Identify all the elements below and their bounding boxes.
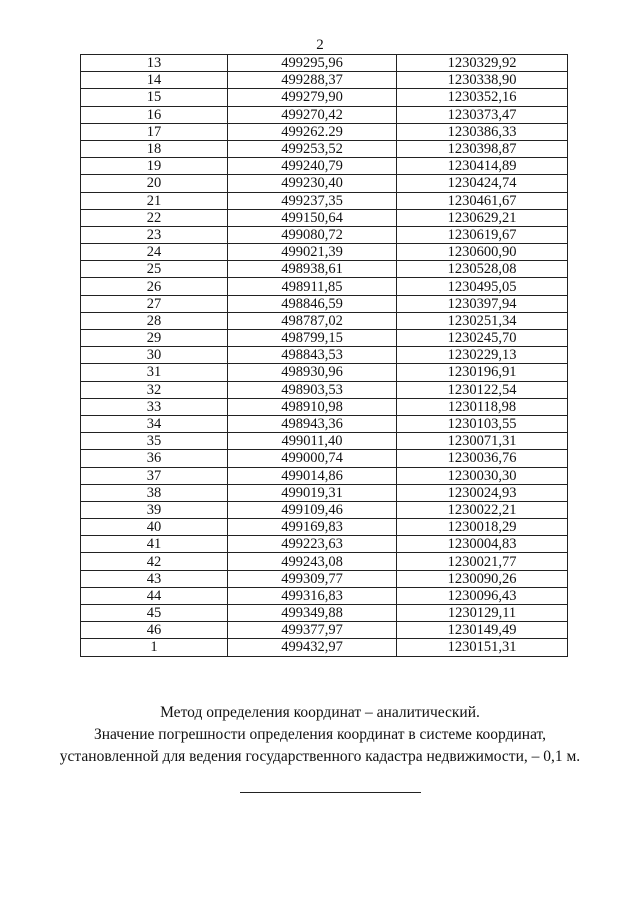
point-number-cell: 22 (81, 209, 228, 226)
y-coordinate-cell: 1230122,54 (397, 381, 568, 398)
point-number-cell: 19 (81, 158, 228, 175)
y-coordinate-cell: 1230022,21 (397, 501, 568, 518)
x-coordinate-cell: 498846,59 (228, 295, 397, 312)
x-coordinate-cell: 499432,97 (228, 639, 397, 656)
point-number-cell: 25 (81, 261, 228, 278)
x-coordinate-cell: 499279,90 (228, 89, 397, 106)
table-row (81, 415, 568, 432)
y-coordinate-cell: 1230103,55 (397, 415, 568, 432)
y-coordinate-cell: 1230251,34 (397, 312, 568, 329)
table-row (81, 536, 568, 553)
table-row (81, 519, 568, 536)
x-coordinate-cell: 499240,79 (228, 158, 397, 175)
table-row (81, 467, 568, 484)
x-coordinate-cell: 499253,52 (228, 140, 397, 157)
accuracy-statement-line2: установленной для ведения государственного кадастра недвижимости, – 0,1 м. (59, 748, 581, 765)
x-coordinate-cell: 499243,08 (228, 553, 397, 570)
point-number-cell: 17 (81, 123, 228, 140)
table-row (81, 192, 568, 209)
point-number-cell: 36 (81, 450, 228, 467)
x-coordinate-cell: 499021,39 (228, 244, 397, 261)
table-row (81, 450, 568, 467)
table-row (81, 501, 568, 518)
x-coordinate-cell: 499223,63 (228, 536, 397, 553)
table-row (81, 587, 568, 604)
table-row (81, 209, 568, 226)
y-coordinate-cell: 1230018,29 (397, 519, 568, 536)
x-coordinate-cell: 498903,53 (228, 381, 397, 398)
table-row (81, 312, 568, 329)
point-number-cell: 45 (81, 605, 228, 622)
footer-notes (0, 702, 640, 768)
table-row (81, 140, 568, 157)
point-number-cell: 23 (81, 226, 228, 243)
point-number-cell: 20 (81, 175, 228, 192)
x-coordinate-cell: 499080,72 (228, 226, 397, 243)
y-coordinate-cell: 1230629,21 (397, 209, 568, 226)
point-number-cell: 33 (81, 398, 228, 415)
x-coordinate-cell: 499011,40 (228, 433, 397, 450)
table-row (81, 226, 568, 243)
y-coordinate-cell: 1230196,91 (397, 364, 568, 381)
table-row (81, 158, 568, 175)
y-coordinate-cell: 1230619,67 (397, 226, 568, 243)
point-number-cell: 26 (81, 278, 228, 295)
point-number-cell: 27 (81, 295, 228, 312)
y-coordinate-cell: 1230245,70 (397, 330, 568, 347)
y-coordinate-cell: 1230071,31 (397, 433, 568, 450)
point-number-cell: 15 (81, 89, 228, 106)
y-coordinate-cell: 1230329,92 (397, 55, 568, 72)
point-number-cell: 39 (81, 501, 228, 518)
x-coordinate-cell: 498799,15 (228, 330, 397, 347)
x-coordinate-cell: 498787,02 (228, 312, 397, 329)
x-coordinate-cell: 499237,35 (228, 192, 397, 209)
table-row (81, 330, 568, 347)
x-coordinate-cell: 498938,61 (228, 261, 397, 278)
y-coordinate-cell: 1230030,30 (397, 467, 568, 484)
x-coordinate-cell: 499000,74 (228, 450, 397, 467)
table-row (81, 175, 568, 192)
point-number-cell: 42 (81, 553, 228, 570)
point-number-cell: 44 (81, 587, 228, 604)
x-coordinate-cell: 499349,88 (228, 605, 397, 622)
point-number-cell: 28 (81, 312, 228, 329)
y-coordinate-cell: 1230024,93 (397, 484, 568, 501)
x-coordinate-cell: 499295,96 (228, 55, 397, 72)
y-coordinate-cell: 1230398,87 (397, 140, 568, 157)
point-number-cell: 29 (81, 330, 228, 347)
x-coordinate-cell: 498911,85 (228, 278, 397, 295)
point-number-cell: 30 (81, 347, 228, 364)
signature-line (240, 792, 421, 793)
table-row (81, 622, 568, 639)
point-number-cell: 38 (81, 484, 228, 501)
x-coordinate-cell: 499150,64 (228, 209, 397, 226)
y-coordinate-cell: 1230373,47 (397, 106, 568, 123)
x-coordinate-cell: 499262.29 (228, 123, 397, 140)
x-coordinate-cell: 499309,77 (228, 570, 397, 587)
y-coordinate-cell: 1230129,11 (397, 605, 568, 622)
point-number-cell: 16 (81, 106, 228, 123)
y-coordinate-cell: 1230021,77 (397, 553, 568, 570)
method-statement: Метод определения координат – аналитический. (160, 704, 480, 721)
coordinates-table (80, 54, 568, 657)
y-coordinate-cell: 1230495,05 (397, 278, 568, 295)
y-coordinate-cell: 1230600,90 (397, 244, 568, 261)
y-coordinate-cell: 1230149,49 (397, 622, 568, 639)
x-coordinate-cell: 499109,46 (228, 501, 397, 518)
table-row (81, 89, 568, 106)
point-number-cell: 35 (81, 433, 228, 450)
point-number-cell: 41 (81, 536, 228, 553)
x-coordinate-cell: 499377,97 (228, 622, 397, 639)
x-coordinate-cell: 499288,37 (228, 72, 397, 89)
table-row (81, 261, 568, 278)
y-coordinate-cell: 1230414,89 (397, 158, 568, 175)
point-number-cell: 13 (81, 55, 228, 72)
table-row (81, 347, 568, 364)
table-row (81, 381, 568, 398)
y-coordinate-cell: 1230036,76 (397, 450, 568, 467)
y-coordinate-cell: 1230338,90 (397, 72, 568, 89)
x-coordinate-cell: 498910,98 (228, 398, 397, 415)
y-coordinate-cell: 1230528,08 (397, 261, 568, 278)
point-number-cell: 46 (81, 622, 228, 639)
table-row (81, 295, 568, 312)
x-coordinate-cell: 499014,86 (228, 467, 397, 484)
point-number-cell: 24 (81, 244, 228, 261)
table-row (81, 639, 568, 656)
x-coordinate-cell: 498843,53 (228, 347, 397, 364)
table-row (81, 106, 568, 123)
y-coordinate-cell: 1230424,74 (397, 175, 568, 192)
y-coordinate-cell: 1230386,33 (397, 123, 568, 140)
point-number-cell: 32 (81, 381, 228, 398)
x-coordinate-cell: 499169,83 (228, 519, 397, 536)
x-coordinate-cell: 499019,31 (228, 484, 397, 501)
table-row (81, 244, 568, 261)
accuracy-statement-line1: Значение погрешности определения координат в системе координат, (93, 726, 547, 743)
y-coordinate-cell: 1230004,83 (397, 536, 568, 553)
table-row (81, 55, 568, 72)
y-coordinate-cell: 1230090,26 (397, 570, 568, 587)
table-row (81, 570, 568, 587)
x-coordinate-cell: 499316,83 (228, 587, 397, 604)
x-coordinate-cell: 498943,36 (228, 415, 397, 432)
point-number-cell: 1 (81, 639, 228, 656)
table-row (81, 123, 568, 140)
point-number-cell: 31 (81, 364, 228, 381)
point-number-cell: 40 (81, 519, 228, 536)
table-row (81, 553, 568, 570)
point-number-cell: 37 (81, 467, 228, 484)
point-number-cell: 43 (81, 570, 228, 587)
coordinates-table-body (81, 55, 568, 657)
x-coordinate-cell: 498930,96 (228, 364, 397, 381)
table-row (81, 605, 568, 622)
point-number-cell: 34 (81, 415, 228, 432)
table-row (81, 484, 568, 501)
table-row (81, 278, 568, 295)
table-row (81, 433, 568, 450)
y-coordinate-cell: 1230461,67 (397, 192, 568, 209)
y-coordinate-cell: 1230397,94 (397, 295, 568, 312)
table-row (81, 72, 568, 89)
x-coordinate-cell: 499270,42 (228, 106, 397, 123)
point-number-cell: 18 (81, 140, 228, 157)
point-number-cell: 14 (81, 72, 228, 89)
y-coordinate-cell: 1230118,98 (397, 398, 568, 415)
table-row (81, 398, 568, 415)
point-number-cell: 21 (81, 192, 228, 209)
page-number: 2 (316, 37, 324, 53)
x-coordinate-cell: 499230,40 (228, 175, 397, 192)
table-row (81, 364, 568, 381)
y-coordinate-cell: 1230229,13 (397, 347, 568, 364)
y-coordinate-cell: 1230096,43 (397, 587, 568, 604)
y-coordinate-cell: 1230151,31 (397, 639, 568, 656)
y-coordinate-cell: 1230352,16 (397, 89, 568, 106)
